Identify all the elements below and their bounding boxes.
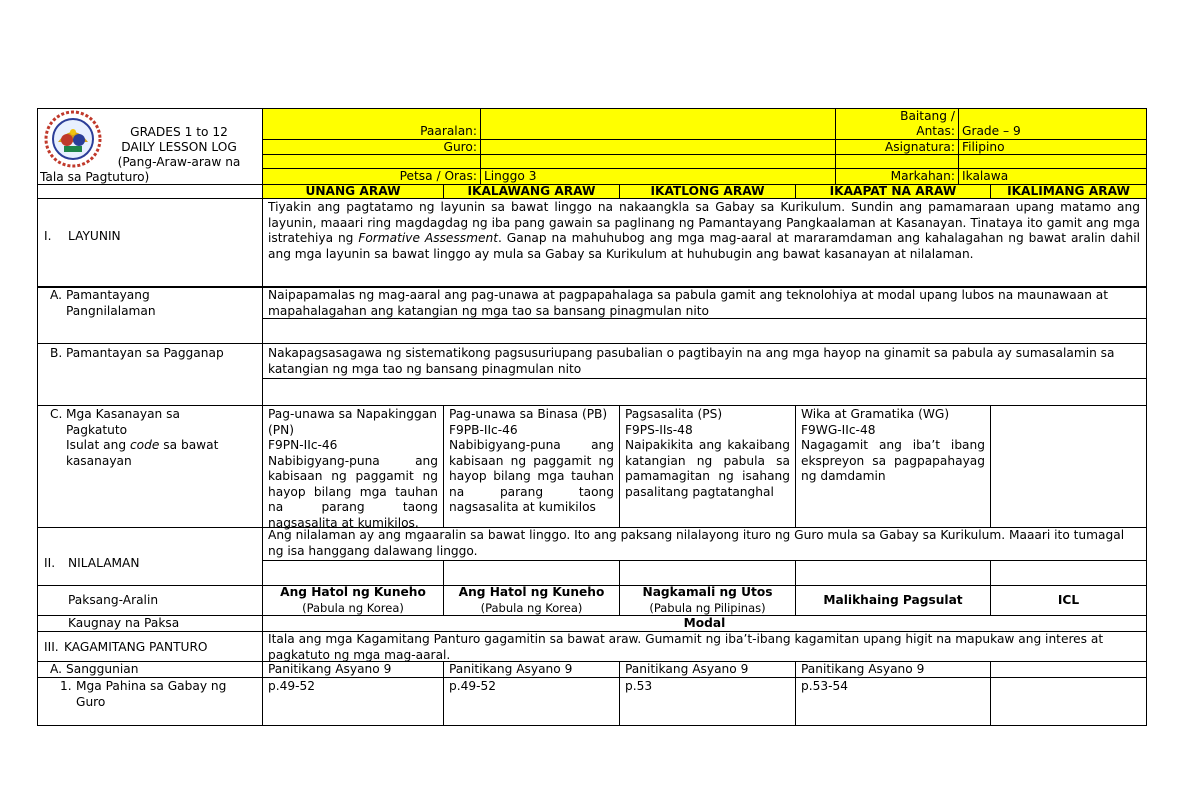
- kasanayan-column-2: Pag-unawa sa Binasa (PB) F9PB-IIc-46 Nabibigyang-puna ang kabisaan ng paggamit ng hayop bilang mga tauhan na parang taong nagsasalita at kumikilos: [449, 407, 614, 514]
- sanggunian-value-4: Panitikang Asyano 9: [801, 662, 925, 676]
- baitang-label-2: Antas:: [916, 124, 955, 138]
- paksang-aralin-3: Nagkamali ng Utos (Pabula ng Pilipinas): [642, 585, 773, 615]
- paaralan-label: Paaralan:: [420, 124, 477, 138]
- markahan-label: Markahan:: [890, 169, 955, 183]
- gabay-number: 1.: [60, 679, 72, 693]
- paksang-aralin-1: Ang Hatol ng Kuneho (Pabula ng Korea): [280, 585, 426, 615]
- sanggunian-value-3: Panitikang Asyano 9: [625, 662, 749, 676]
- section-a-number: A.: [50, 288, 62, 302]
- gabay-value-2: p.49-52: [449, 679, 497, 693]
- gabay-value-4: p.53-54: [801, 679, 849, 693]
- pamantayang-pangnilalaman-label: A. Pamantayang Pangnilalaman: [50, 288, 156, 318]
- nilalaman-text: Ang nilalaman ay ang mgaaralin sa bawat linggo. Ito ang paksang nilalayong ituro ng Guro mula sa Gabay sa Kurikulum. Maaari ito tumagal ng isa hanggang dalawang linggo.: [268, 528, 1125, 558]
- layunin-number: I.: [44, 229, 52, 243]
- kasanayan-column-3: Pagsasalita (PS) F9PS-IIs-48 Naipakikita ang kakaibang katangian ng pabula sa pamamagitan ng isahang pasalitang pagtatanghal: [625, 407, 790, 499]
- sanggunian-label: A. Sanggunian: [50, 662, 139, 676]
- log-title-line-1: GRADES 1 to 12: [130, 125, 228, 139]
- pamantayan-sa-pagganap-label: B. Pamantayan sa Pagganap: [50, 346, 224, 360]
- day-header-1: UNANG ARAW: [305, 184, 401, 198]
- layunin-label: [44, 229, 259, 245]
- kagamitan-label: III. KAGAMITANG PANTURO: [44, 640, 208, 654]
- gabay-value-3: p.53: [625, 679, 653, 693]
- guro-label: Guro:: [443, 140, 477, 154]
- asignatura-label: Asignatura:: [884, 140, 955, 154]
- gabay-ng-guro-label: 1. Mga Pahina sa Gabay ng Guro: [60, 679, 227, 709]
- markahan-value: Ikalawa: [962, 169, 1009, 183]
- kaugnay-label: Kaugnay na Paksa: [68, 616, 180, 630]
- baitang-label-1: Baitang /: [900, 109, 955, 123]
- day-header-2: IKALAWANG ARAW: [467, 184, 596, 198]
- petsa-value: Linggo 3: [484, 169, 537, 183]
- paksang-aralin-2: Ang Hatol ng Kuneho (Pabula ng Korea): [458, 585, 605, 615]
- asignatura-value: Filipino: [962, 140, 1005, 154]
- gabay-value-1: p.49-52: [268, 679, 316, 693]
- kasanayan-column-4: Wika at Gramatika (WG) F9WG-IIc-48 Nagagamit ang iba’t ibang ekspreyon sa pagpapahayag ng damdamin: [801, 407, 985, 483]
- nilalaman-number: II.: [44, 556, 56, 570]
- paksang-aralin-5: ICL: [1057, 593, 1080, 607]
- paksang-aralin-4: Malikhaing Pagsulat: [823, 593, 963, 607]
- log-title-line-4: Tala sa Pagtuturo): [40, 170, 150, 184]
- log-title-line-2: DAILY LESSON LOG: [121, 140, 237, 154]
- kasanayan-note: Isulat ang code sa bawat kasanayan: [66, 438, 219, 468]
- pamantayang-pangnilalaman-text: Naipapamalas ng mag-aaral ang pag-unawa at pagpapahalaga sa pabula gamit ang teknolohiya at modal upang lubos na maunawaan at mapahalagahan ang katangian ng mga tao sa bansang pinagmulan nito: [268, 288, 1109, 318]
- sanggunian-value-2: Panitikang Asyano 9: [449, 662, 573, 676]
- day-header-4: IKAAPAT NA ARAW: [829, 184, 957, 198]
- nilalaman-label: II. NILALAMAN: [44, 556, 140, 570]
- section-c-number: C.: [50, 407, 63, 421]
- kagamitan-number: III.: [44, 640, 59, 654]
- paksang-aralin-label: Paksang-Aralin: [68, 593, 159, 607]
- day-header-3: IKATLONG ARAW: [650, 184, 765, 198]
- kagamitan-text: Itala ang mga Kagamitang Panturo gagamitin sa bawat araw. Gumamit ng iba’t-ibang kagamitan upang higit na mapukaw ang interes at pagkatuto ng mga mag-aaral.: [268, 632, 1104, 662]
- pamantayan-sa-pagganap-text: Nakapagsasagawa ng sistematikong pagsusuriupang pasubalian o pagtibayin na ang mga hayop na ginamit sa pabula ay sumasalamin sa katangian ng mga tao ng bansang pinagmulan nito: [268, 346, 1115, 376]
- kasanayan-label: C. Mga Kasanayan sa Pagkatuto Isulat ang code sa bawat kasanayan: [50, 407, 260, 469]
- section-b-number: B.: [50, 346, 63, 360]
- layunin-text: LAYUNIN: [68, 229, 121, 243]
- sanggunian-value-1: Panitikang Asyano 9: [268, 662, 392, 676]
- kasanayan-column-1: Pag-unawa sa Napakinggan (PN) F9PN-IIc-46 Nabibigyang-puna ang kabisaan ng paggamit ng hayop bilang mga tauhan na parang taong nagsasalita at kumikilos.: [268, 407, 438, 530]
- day-header-5: IKALIMANG ARAW: [1007, 184, 1130, 198]
- sanggunian-number: A.: [50, 662, 62, 676]
- log-title-line-3: (Pang-Araw-araw na: [117, 155, 241, 169]
- baitang-value: Grade – 9: [962, 124, 1021, 138]
- kaugnay-value: Modal: [683, 616, 726, 630]
- petsa-label: Petsa / Oras:: [399, 169, 477, 183]
- layunin-description: Tiyakin ang pagtatamo ng layunin sa bawat linggo na nakaangkla sa Gabay sa Kurikulum. Sundin ang pamamaraan upang matamo ang layunin, maaari ring magdagdag ng iba pang gawain sa paglinang ng Pamantayang Pangkaalaman at Kasanayan. Tinataya ito gamit ang mga istratehiya ng Formative Assessment. Ganap na mahuhubog ang mga mag-aaral at mararamdaman ang kahalagahan ng bawat aralin dahil ang mga layunin sa bawat linggo ay mula sa Gabay sa Kurikulum at huhubugin ang bawat kasanayan at nilalaman.: [268, 200, 1140, 261]
